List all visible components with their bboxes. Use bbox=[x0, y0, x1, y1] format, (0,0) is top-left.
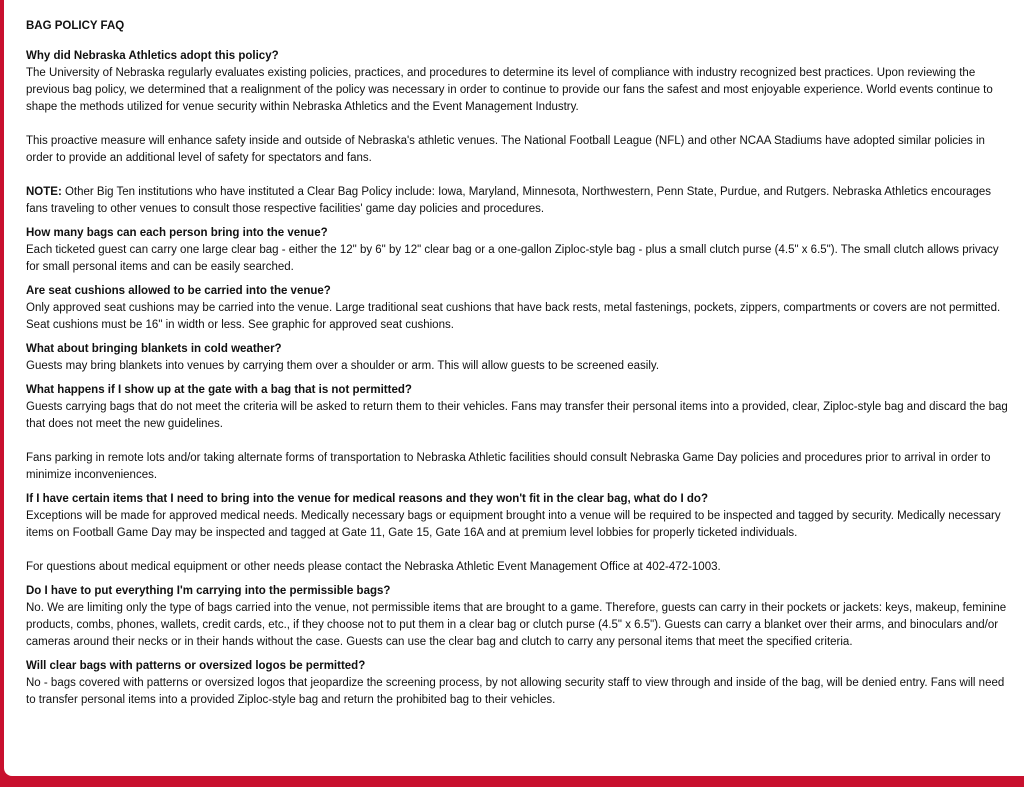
faq-answer-paragraph bbox=[26, 559, 1011, 576]
faq-item bbox=[26, 491, 1011, 576]
faq-answer-text: No. We are limiting only the type of bags carried into the venue, not permissible items that are brought to a game. Therefore, guests can carry in their pockets or jackets: keys, makeup, feminine products, combs, phones, wallets, credit cards, etc., if they choose not to put them in a clear bag or clutch purse (4.5" x 6.5"). Guests can carry a blanket over their arms, and binoculars and/or cameras around their necks or in their hands without the case. Guests can use the clear bag and clutch to carry any personal items that meet the specified criteria. bbox=[26, 602, 1007, 648]
faq-content bbox=[26, 18, 1011, 716]
faq-answer-paragraph bbox=[26, 450, 1011, 484]
faq-question: How many bags can each person bring into the venue? bbox=[26, 227, 328, 239]
faq-item bbox=[26, 382, 1011, 484]
faq-answer-text: No - bags covered with patterns or oversized logos that jeopardize the screening process, by not allowing security staff to view through and inside of the bag, will be denied entry. Fans will need to transfer personal items into a provided Ziploc-style bag and return the prohibited bag to their vehicles. bbox=[26, 677, 1005, 706]
faq-answer-paragraph bbox=[26, 508, 1011, 542]
faq-list bbox=[26, 48, 1011, 709]
faq-item bbox=[26, 283, 1011, 334]
faq-item bbox=[26, 341, 1011, 375]
faq-question: Why did Nebraska Athletics adopt this policy? bbox=[26, 50, 279, 62]
content-card bbox=[4, 0, 1024, 776]
faq-question: If I have certain items that I need to bring into the venue for medical reasons and they won't fit in the clear bag, what do I do? bbox=[26, 493, 708, 505]
faq-item bbox=[26, 225, 1011, 276]
faq-answer-paragraph bbox=[26, 600, 1011, 651]
faq-item bbox=[26, 658, 1011, 709]
faq-answer-paragraph bbox=[26, 399, 1011, 433]
faq-answer-paragraph bbox=[26, 358, 1011, 375]
faq-answer-text: Each ticketed guest can carry one large clear bag - either the 12" by 6" by 12" clear bag or a one-gallon Ziploc-style bag - plus a small clutch purse (4.5" x 6.5"). The small clutch allows privacy for small personal items and can be easily searched. bbox=[26, 244, 999, 273]
page-title: BAG POLICY FAQ bbox=[26, 20, 125, 32]
faq-question: Will clear bags with patterns or oversized logos be permitted? bbox=[26, 660, 366, 672]
faq-answer-text: Guests carrying bags that do not meet the criteria will be asked to return them to their vehicles. Fans may transfer their personal items into a provided, clear, Ziploc-style bag and discard the bag that does not meet the new guidelines. bbox=[26, 401, 1008, 430]
faq-answer-text: For questions about medical equipment or other needs please contact the Nebraska Athletic Event Management Office at 402-472-1003. bbox=[26, 561, 721, 573]
faq-answer-paragraph bbox=[26, 242, 1011, 276]
faq-answer-paragraph bbox=[26, 300, 1011, 334]
faq-answer-text: Exceptions will be made for approved medical needs. Medically necessary bags or equipment brought into a venue will be required to be inspected and tagged by security. Medically necessary items on Football Game Day may be inspected and tagged at Gate 11, Gate 15, Gate 16A and at premium level lobbies for properly ticketed individuals. bbox=[26, 510, 1001, 539]
note-label: NOTE: bbox=[26, 186, 62, 198]
faq-question: What happens if I show up at the gate with a bag that is not permitted? bbox=[26, 384, 412, 396]
faq-answer-paragraph bbox=[26, 184, 1011, 218]
faq-answer-text: Only approved seat cushions may be carried into the venue. Large traditional seat cushions that have back rests, metal fastenings, pockets, zippers, compartments or covers are not permitted. Seat cushions must be 16" in width or less. See graphic for approved seat cushions. bbox=[26, 302, 1001, 331]
faq-question: Do I have to put everything I'm carrying into the permissible bags? bbox=[26, 585, 391, 597]
faq-question: Are seat cushions allowed to be carried into the venue? bbox=[26, 285, 331, 297]
faq-answer-paragraph bbox=[26, 133, 1011, 167]
faq-answer-text: Other Big Ten institutions who have instituted a Clear Bag Policy include: Iowa, Maryland, Minnesota, Northwestern, Penn State, Purdue, and Rutgers. Nebraska Athletics encourages fans traveling to other venues to consult those respective facilities' game day policies and procedures. bbox=[26, 186, 992, 215]
faq-question: What about bringing blankets in cold weather? bbox=[26, 343, 282, 355]
faq-answer-text: Fans parking in remote lots and/or taking alternate forms of transportation to Nebraska Athletic facilities should consult Nebraska Game Day policies and procedures prior to arrival in order to minimize inconveniences. bbox=[26, 452, 991, 481]
faq-item bbox=[26, 48, 1011, 218]
faq-answer-paragraph bbox=[26, 675, 1011, 709]
faq-answer-text: Guests may bring blankets into venues by carrying them over a shoulder or arm. This will allow guests to be screened easily. bbox=[26, 360, 660, 372]
faq-answer-text: This proactive measure will enhance safety inside and outside of Nebraska's athletic venues. The National Football League (NFL) and other NCAA Stadiums have adopted similar policies in order to provide an additional level of safety for spectators and fans. bbox=[26, 135, 985, 164]
faq-answer-text: The University of Nebraska regularly evaluates existing policies, practices, and procedures to determine its level of compliance with industry recognized best practices. Upon reviewing the previous bag policy, we determined that a realignment of the policy was necessary in order to continue to provide our fans the safest and most enjoyable experience. World events continue to shape the methods utilized for venue security within Nebraska Athletics and the Event Management Industry. bbox=[26, 67, 993, 113]
faq-answer-paragraph bbox=[26, 65, 1011, 116]
faq-item bbox=[26, 583, 1011, 651]
